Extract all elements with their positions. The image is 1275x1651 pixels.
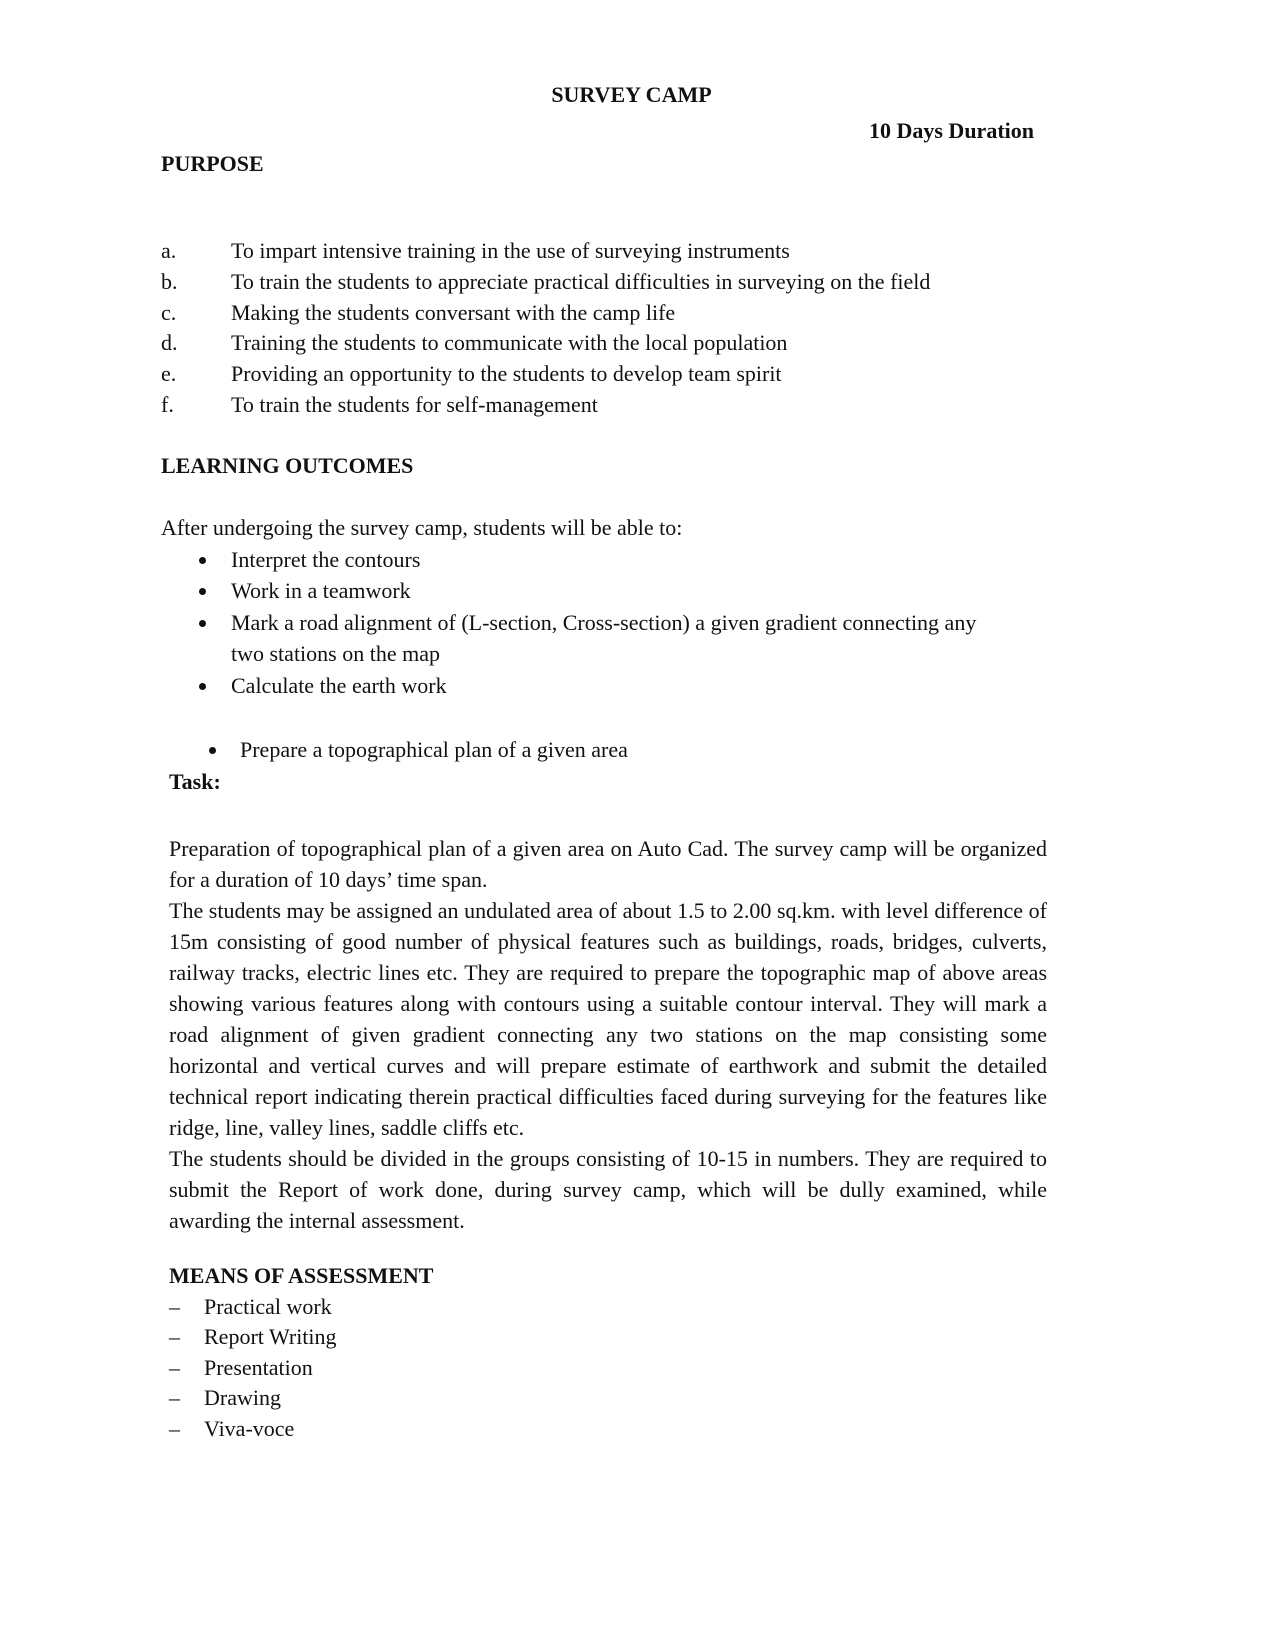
dash-icon: – — [169, 1385, 180, 1410]
bullet-icon — [199, 557, 206, 564]
learning-outcomes-intro: After undergoing the survey camp, students will be able to: — [161, 515, 683, 540]
page-title-text: SURVEY CAMP — [551, 82, 712, 107]
list-item-text: Work in a teamwork — [231, 578, 411, 603]
bullet-icon — [209, 747, 216, 754]
list-item-text-continued: two stations on the map — [231, 641, 440, 666]
list-item-text: Calculate the earth work — [231, 673, 447, 698]
task-paragraph: Preparation of topographical plan of a given area on Auto Cad. The survey camp will be organized for a duration of 10 days’ time span. — [169, 836, 1047, 892]
learning-outcomes-heading: LEARNING OUTCOMES — [161, 453, 414, 478]
purpose-item-text: To impart intensive training in the use of surveying instruments — [231, 238, 790, 263]
list-item-text: Report Writing — [204, 1324, 337, 1349]
purpose-item-letter: b. — [161, 269, 178, 294]
bullet-icon — [199, 620, 206, 627]
purpose-item-text: To train the students for self-management — [231, 392, 598, 417]
purpose-item-text: Training the students to communicate with the local population — [231, 330, 788, 355]
dash-icon: – — [169, 1294, 180, 1319]
task-paragraph: The students should be divided in the groups consisting of 10-15 in numbers. They are required to submit the Report of work done, during survey camp, which will be dully examined, while awarding the internal assessment. — [169, 1146, 1047, 1233]
purpose-item-letter: d. — [161, 330, 178, 355]
list-item-text: Viva-voce — [204, 1416, 295, 1441]
list-item-text: Interpret the contours — [231, 547, 421, 572]
purpose-item-text: To train the students to appreciate practical difficulties in surveying on the field — [231, 269, 931, 294]
page-title — [0, 82, 1275, 108]
dash-icon: – — [169, 1355, 180, 1380]
list-item-text: Presentation — [204, 1355, 313, 1380]
dash-icon: – — [169, 1324, 180, 1349]
purpose-item-text: Providing an opportunity to the students to develop team spirit — [231, 361, 782, 386]
task-paragraph: The students may be assigned an undulated area of about 1.5 to 2.00 sq.km. with level difference of 15m consisting of good number of physical features such as buildings, roads, bridges, culverts, railway tracks, electric lines etc. They are required to prepare the topographic map of above areas showing various features along with contours using a suitable contour interval. They will mark a road alignment of given gradient connecting any two stations on the map consisting some horizontal and vertical curves and will prepare estimate of earthwork and submit the detailed technical report indicating therein practical difficulties faced during surveying for the features like ridge, line, valley lines, saddle cliffs etc. — [169, 898, 1047, 1140]
list-item-text: Prepare a topographical plan of a given area — [240, 737, 628, 762]
task-heading: Task: — [169, 769, 221, 794]
means-of-assessment-heading: MEANS OF ASSESSMENT — [169, 1263, 434, 1288]
purpose-item-letter: c. — [161, 300, 177, 325]
purpose-item-letter: f. — [161, 392, 174, 417]
bullet-icon — [199, 683, 206, 690]
list-item-text: Practical work — [204, 1294, 332, 1319]
purpose-item-letter: a. — [161, 238, 177, 263]
bullet-icon — [199, 588, 206, 595]
list-item-text: Drawing — [204, 1385, 281, 1410]
duration-label: 10 Days Duration — [868, 118, 1034, 143]
purpose-item-text: Making the students conversant with the camp life — [231, 300, 676, 325]
purpose-heading: PURPOSE — [161, 151, 264, 176]
dash-icon: – — [169, 1416, 180, 1441]
list-item-text: Mark a road alignment of (L-section, Cross-section) a given gradient connecting any — [231, 610, 977, 635]
purpose-item-letter: e. — [161, 361, 177, 386]
